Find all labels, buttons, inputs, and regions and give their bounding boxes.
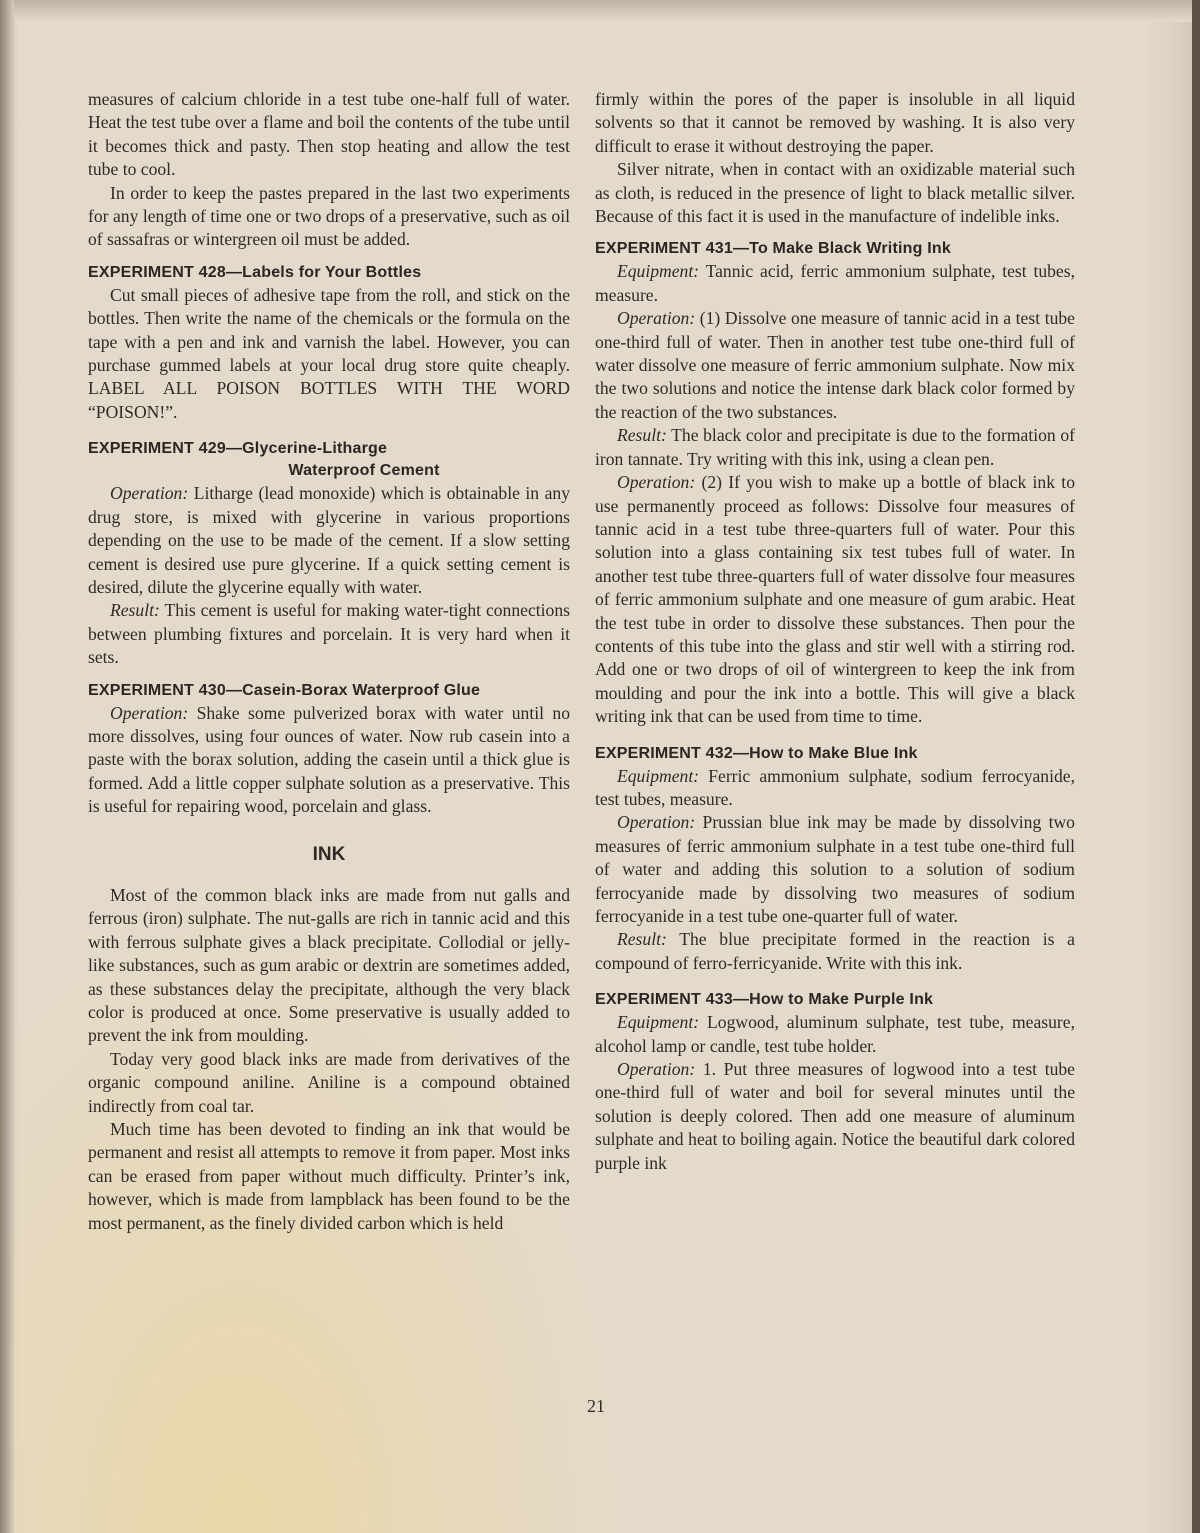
operation-text: Shake some pulverized borax with water until no more dissolves, using four ounces of water. Now rub casein into a paste with the borax solution, adding the casein until a thick glue is formed. Add a little copper sulphate solution as a preservative. This is useful for repairing wood, porcelain and glass. bbox=[88, 702, 570, 817]
paragraph bbox=[595, 1058, 1075, 1175]
paragraph: In order to keep the pastes prepared in the last two experiments for any length of time one or two drops of a preservative, such as oil of sassafras or wintergreen oil must be added. bbox=[88, 182, 570, 250]
heading-line-2: Waterproof Cement bbox=[288, 462, 440, 480]
operation-label: Operation: bbox=[110, 702, 189, 723]
operation-label: Operation: bbox=[617, 812, 696, 833]
paragraph: firmly within the pores of the paper is insoluble in all liquid solvents so that it cannot be removed by washing. It is also very difficult to erase it without destroying the paper. bbox=[595, 89, 1075, 156]
paragraph bbox=[595, 471, 1075, 728]
paragraph: Today very good black inks are made from derivatives of the organic compound aniline. Aniline is a compound obtained indirectly from coal tar. bbox=[88, 1048, 570, 1116]
equipment-label: Equipment: bbox=[617, 765, 700, 786]
result-text: The blue precipitate formed in the reaction is a compound of ferro-ferricyanide. Write with this ink. bbox=[595, 929, 1075, 973]
experiment-430-heading: EXPERIMENT 430—Casein-Borax Waterproof Glue bbox=[88, 681, 481, 699]
result-label: Result: bbox=[617, 929, 667, 950]
paragraph bbox=[595, 307, 1075, 424]
operation-label: Operation: bbox=[617, 308, 696, 329]
book-spine bbox=[0, 0, 14, 1533]
paragraph: Much time has been devoted to finding an ink that would be permanent and resist all attempts to remove it from paper. Most inks can be erased from paper without much difficulty. Printer’s ink, however, which is made from lampblack has been found to be the most permanent, as the finely divided carbon which is held bbox=[88, 1119, 570, 1233]
experiment-428-heading: EXPERIMENT 428—Labels for Your Bottles bbox=[88, 263, 422, 281]
equipment-text: Logwood, aluminum sulphate, test tube, measure, alcohol lamp or candle, test tube holder. bbox=[595, 1012, 1075, 1056]
operation-label: Operation: bbox=[110, 483, 189, 504]
ink-section-heading: INK bbox=[312, 843, 346, 865]
result-text: This cement is useful for making water-tight connections between plumbing fixtures and porcelain. It is very hard when it sets. bbox=[88, 600, 570, 668]
page-top-edge bbox=[0, 0, 1192, 22]
paragraph bbox=[595, 811, 1075, 928]
heading-line-1: EXPERIMENT 429—Glycerine-Litharge bbox=[88, 440, 388, 458]
operation-text: (1) Dissolve one measure of tannic acid in a test tube one-third full of water. Then in another test tube one-third full of water dissolve one measure of ferric ammonium sulphate. Now mix the two solutions and notice the intense dark black color formed by the reaction of the two substances. bbox=[595, 308, 1075, 422]
operation-text: Litharge (lead monoxide) which is obtainable in any drug store, is mixed with glycerine in various proportions depending on the use to be made of the cement. If a slow setting cement is desired use pure glycerine. If a quick setting cement is desired, dilute the glycerine equally with water. bbox=[88, 483, 570, 597]
paragraph bbox=[595, 1011, 1075, 1058]
result-text: The black color and precipitate is due to the formation of iron tannate. Try writing with this ink, using a clean pen. bbox=[595, 425, 1075, 469]
equipment-text: Ferric ammonium sulphate, sodium ferrocyanide, test tubes, measure. bbox=[595, 765, 1075, 809]
paragraph: Cut small pieces of adhesive tape from the roll, and stick on the bottles. Then write the name of the chemicals or the formula on the tape with a pen and ink and varnish the label. However, you can purchase gummed labels at your local drug store quite cheaply. LABEL ALL POISON BOTTLES WITH THE WORD “POISON!”. bbox=[88, 284, 570, 422]
operation-text: (2) If you wish to make up a bottle of black ink to use permanently proceed as follows: Dissolve four measures of tannic acid in a test tube three-quarters full of water. Pour this solution into a glass containing six test tubes full of water. In another test tube three-quarters full of water dissolve four measures of ferric ammonium sulphate and one measure of gum arabic. Heat the test tube in order to dissolve these substances. Then pour the contents of this tube into the glass and stir well with a stirring rod. Add one or two drops of oil of wintergreen to keep the ink from moulding and pour the ink into a bottle. This will give a black writing ink that can be used from time to time. bbox=[595, 472, 1075, 727]
paragraph bbox=[88, 482, 570, 599]
experiment-433-heading: EXPERIMENT 433—How to Make Purple Ink bbox=[595, 991, 934, 1009]
left-column bbox=[88, 88, 570, 1235]
operation-text: Prussian blue ink may be made by dissolving two measures of ferric ammonium sulphate in a test tube one-third full of water and adding this solution to a solution of sodium ferrocyanide made by dissolving two measures of sodium ferrocyanide in a test tube one-quarter full of water. bbox=[595, 812, 1075, 926]
paragraph bbox=[595, 765, 1075, 812]
paragraph bbox=[88, 599, 570, 669]
experiment-429-heading bbox=[88, 438, 570, 482]
equipment-label: Equipment: bbox=[617, 1012, 700, 1033]
operation-label: Operation: bbox=[617, 1059, 696, 1080]
result-label: Result: bbox=[110, 600, 160, 621]
experiment-431-heading: EXPERIMENT 431—To Make Black Writing Ink bbox=[595, 240, 951, 258]
experiment-432-heading: EXPERIMENT 432—How to Make Blue Ink bbox=[595, 744, 918, 762]
right-column bbox=[595, 88, 1075, 1175]
operation-label: Operation: bbox=[617, 472, 696, 493]
paragraph bbox=[595, 424, 1075, 471]
paragraph bbox=[595, 928, 1075, 975]
paragraph bbox=[88, 702, 570, 819]
paragraph: Most of the common black inks are made from nut galls and ferrous (iron) sulphate. The nut-galls are rich in tannic acid and this with ferrous sulphate gives a black precipitate. Collodial or jelly-like substances, such as gum arabic or dextrin are sometimes added, as these substances delay the precipitate, although the very black color is produced at once. Some preservative is usually added to prevent the ink from moulding. bbox=[88, 884, 570, 1046]
result-label: Result: bbox=[617, 425, 667, 446]
paragraph: Silver nitrate, when in contact with an oxidizable material such as cloth, is reduced in the presence of light to black metallic silver. Because of this fact it is used in the manufacture of indelible inks. bbox=[595, 159, 1075, 227]
operation-text: 1. Put three measures of logwood into a test tube one-third full of water and boil for several minutes until the solution is deeply colored. Then add one measure of aluminum sulphate and heat to boiling again. Notice the beautiful dark colored purple ink bbox=[595, 1059, 1075, 1173]
paragraph bbox=[595, 260, 1075, 307]
equipment-label: Equipment: bbox=[617, 261, 700, 282]
equipment-text: Tannic acid, ferric ammonium sulphate, test tubes, measure. bbox=[595, 261, 1075, 305]
page-number: 21 bbox=[587, 1396, 605, 1416]
paragraph: measures of calcium chloride in a test tube one-half full of water. Heat the test tube over a flame and boil the contents of the tube until it becomes thick and pasty. Then stop heating and allow the test tube to cool. bbox=[88, 89, 570, 180]
